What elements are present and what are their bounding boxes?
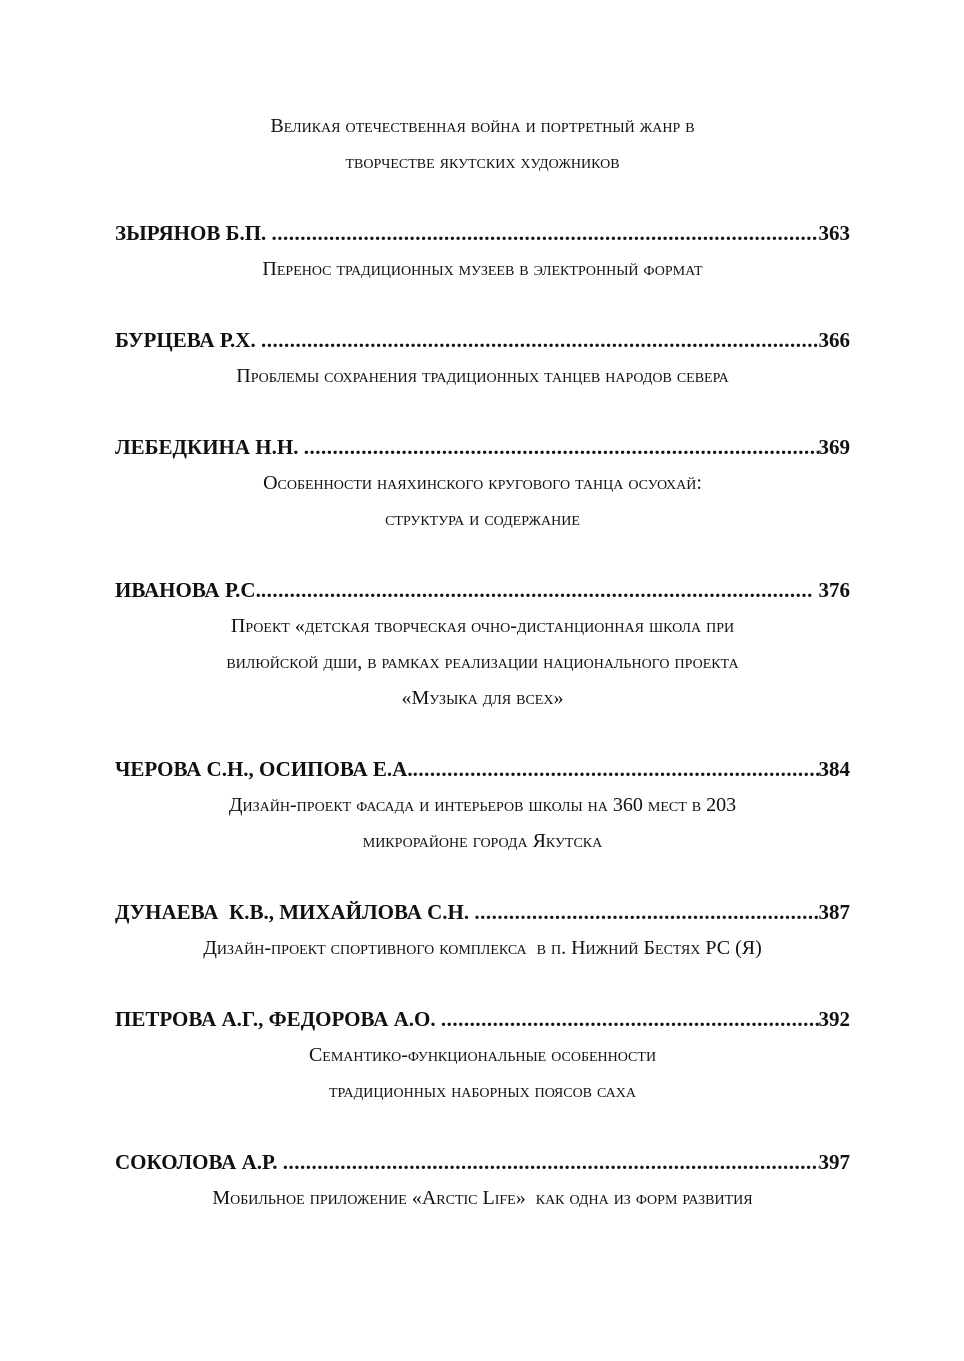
entry-author-line[interactable] [115,1144,850,1180]
entry-title-line: Особенности наяхинского кругового танца осуохай: [263,472,702,494]
entry-page-number: 366 [818,328,850,352]
entry-author: ЗЫРЯНОВ Б.П. [115,221,272,245]
dot-leader [474,894,818,930]
entry-page-number: 397 [818,1150,850,1174]
heading-line: Великая отечественная война и портретный жанр в [270,115,695,137]
dot-leader [413,751,819,787]
entry-author: ЧЕРОВА С.Н., ОСИПОВА Е.А. [115,757,413,781]
entry-author: ДУНАЕВА К.В., МИХАЙЛОВА С.Н. [115,900,475,924]
entry-author: ПЕТРОВА А.Г., ФЕДОРОВА А.О. [115,1007,441,1031]
entry-author: ЛЕБЕДКИНА Н.Н. [115,435,304,459]
entry-author-line[interactable] [115,322,850,358]
entry-page-number: 369 [818,435,850,459]
dot-leader [304,429,819,465]
entry-page-number: 363 [818,221,850,245]
entry-title-line: Дизайн-проект спортивного комплекса в п. Нижний Бестях РС (Я) [203,937,762,959]
dot-leader [283,1144,819,1180]
toc-entry[interactable] [115,894,850,966]
entry-author: БУРЦЕВА Р.Х. [115,328,261,352]
entry-title-line: структура и содержание [385,508,580,530]
table-of-contents [115,108,850,1251]
entry-author-line[interactable] [115,894,850,930]
dot-leader [441,1001,819,1037]
entry-author-line[interactable] [115,751,850,787]
entry-author: СОКОЛОВА А.Р. [115,1150,283,1174]
toc-heading [115,108,850,180]
entry-title-line: Перенос традиционных музеев в электронный формат [262,258,703,280]
toc-entry[interactable] [115,215,850,287]
entry-page-number: 392 [818,1007,850,1031]
entry-author-line[interactable] [115,215,850,251]
entry-author-line[interactable] [115,1001,850,1037]
dot-leader [261,322,819,358]
entry-title-line: микрорайоне города Якутска [362,830,603,852]
toc-entry[interactable] [115,1144,850,1216]
toc-entry[interactable] [115,322,850,394]
heading-line: творчестве якутских художников [345,151,620,173]
entry-title-line: традиционных наборных поясов саха [329,1080,636,1102]
entry-title-line: «Музыка для всех» [401,687,564,709]
entry-page-number: 384 [818,757,850,781]
entry-title-line: Семантико-функциональные особенности [308,1044,657,1066]
entry-author-line[interactable] [115,572,850,608]
dot-leader [272,215,819,251]
toc-entry[interactable] [115,1001,850,1109]
toc-entry[interactable] [115,429,850,537]
toc-entry[interactable] [115,751,850,859]
entry-title-line: Проблемы сохранения традиционных танцев народов севера [236,365,729,387]
entry-author-line[interactable] [115,429,850,465]
entry-page-number: 376 [813,578,850,602]
toc-entry[interactable] [115,572,850,716]
entry-title-line: вилюйской дши, в рамках реализации национального проекта [226,651,739,673]
entry-page-number: 387 [818,900,850,924]
entry-title-line: Дизайн-проект фасада и интерьеров школы на 360 мест в 203 [228,794,737,816]
entry-title-line: Проект «детская творческая очно-дистанционная школа при [230,615,735,637]
entry-author: ИВАНОВА Р.С. [115,578,261,602]
dot-leader [261,572,813,608]
entry-title-line: Мобильное приложение «Arctic Life» как одна из форм развития [212,1187,753,1209]
